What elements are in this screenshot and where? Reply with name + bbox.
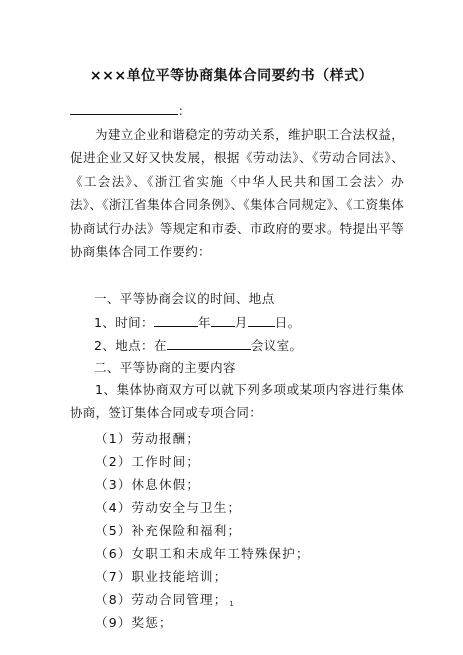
list-item: （3）休息休假； xyxy=(95,477,201,492)
year-blank xyxy=(154,314,198,327)
document-title: ×××单位平等协商集体合同要约书（样式） xyxy=(89,68,374,84)
list-item: （9）奖惩； xyxy=(95,615,173,630)
list-item: （7）职业技能培训； xyxy=(95,569,228,584)
list-item: （2）工作时间； xyxy=(95,454,201,469)
addressee-blank xyxy=(70,102,178,115)
section-1-heading: 一、平等协商会议的时间、地点 xyxy=(94,291,275,306)
day-blank xyxy=(248,314,275,327)
month-blank xyxy=(211,314,235,327)
day-label: 日。 xyxy=(274,315,301,330)
time-line xyxy=(94,314,301,331)
month-label: 月 xyxy=(234,315,248,330)
section-2-heading: 二、平等协商的主要内容 xyxy=(94,360,236,375)
list-item: （4）劳动安全与卫生； xyxy=(95,500,242,515)
place-suffix: 会议室。 xyxy=(250,338,303,353)
list-item: （5）补充保险和福利； xyxy=(95,523,242,538)
addressee-line xyxy=(70,102,190,119)
list-item: （1）劳动报酬； xyxy=(95,431,201,446)
section-2-paragraph: 1、集体协商双方可以就下列多项或某项内容进行集体协商，签订集体合同或专项合同： xyxy=(70,382,404,421)
intro-paragraph: 为建立企业和谐稳定的劳动关系，维护职工合法权益，促进企业又好又快发展，根据《劳动法》、《劳动合同法》、《工会法》、《浙江省实施〈中华人民共和国工会法〉办法》、《浙江省集体合同条例》、《集体合同规定》、《工资集体协商试行办法》等规定和市委、市政府的要求。特提出平等协商集体合同工作要约： xyxy=(70,127,404,260)
addressee-colon: ： xyxy=(178,104,191,118)
place-line xyxy=(94,337,302,354)
place-blank xyxy=(167,337,251,350)
page-number: 1 xyxy=(229,600,234,608)
place-label: 2、地点：在 xyxy=(94,338,167,353)
time-label: 1、时间： xyxy=(94,315,154,330)
list-item: （6）女职工和未成年工特殊保护； xyxy=(95,546,310,561)
list-item: （8）劳动合同管理； xyxy=(95,592,228,607)
year-label: 年 xyxy=(197,315,211,330)
